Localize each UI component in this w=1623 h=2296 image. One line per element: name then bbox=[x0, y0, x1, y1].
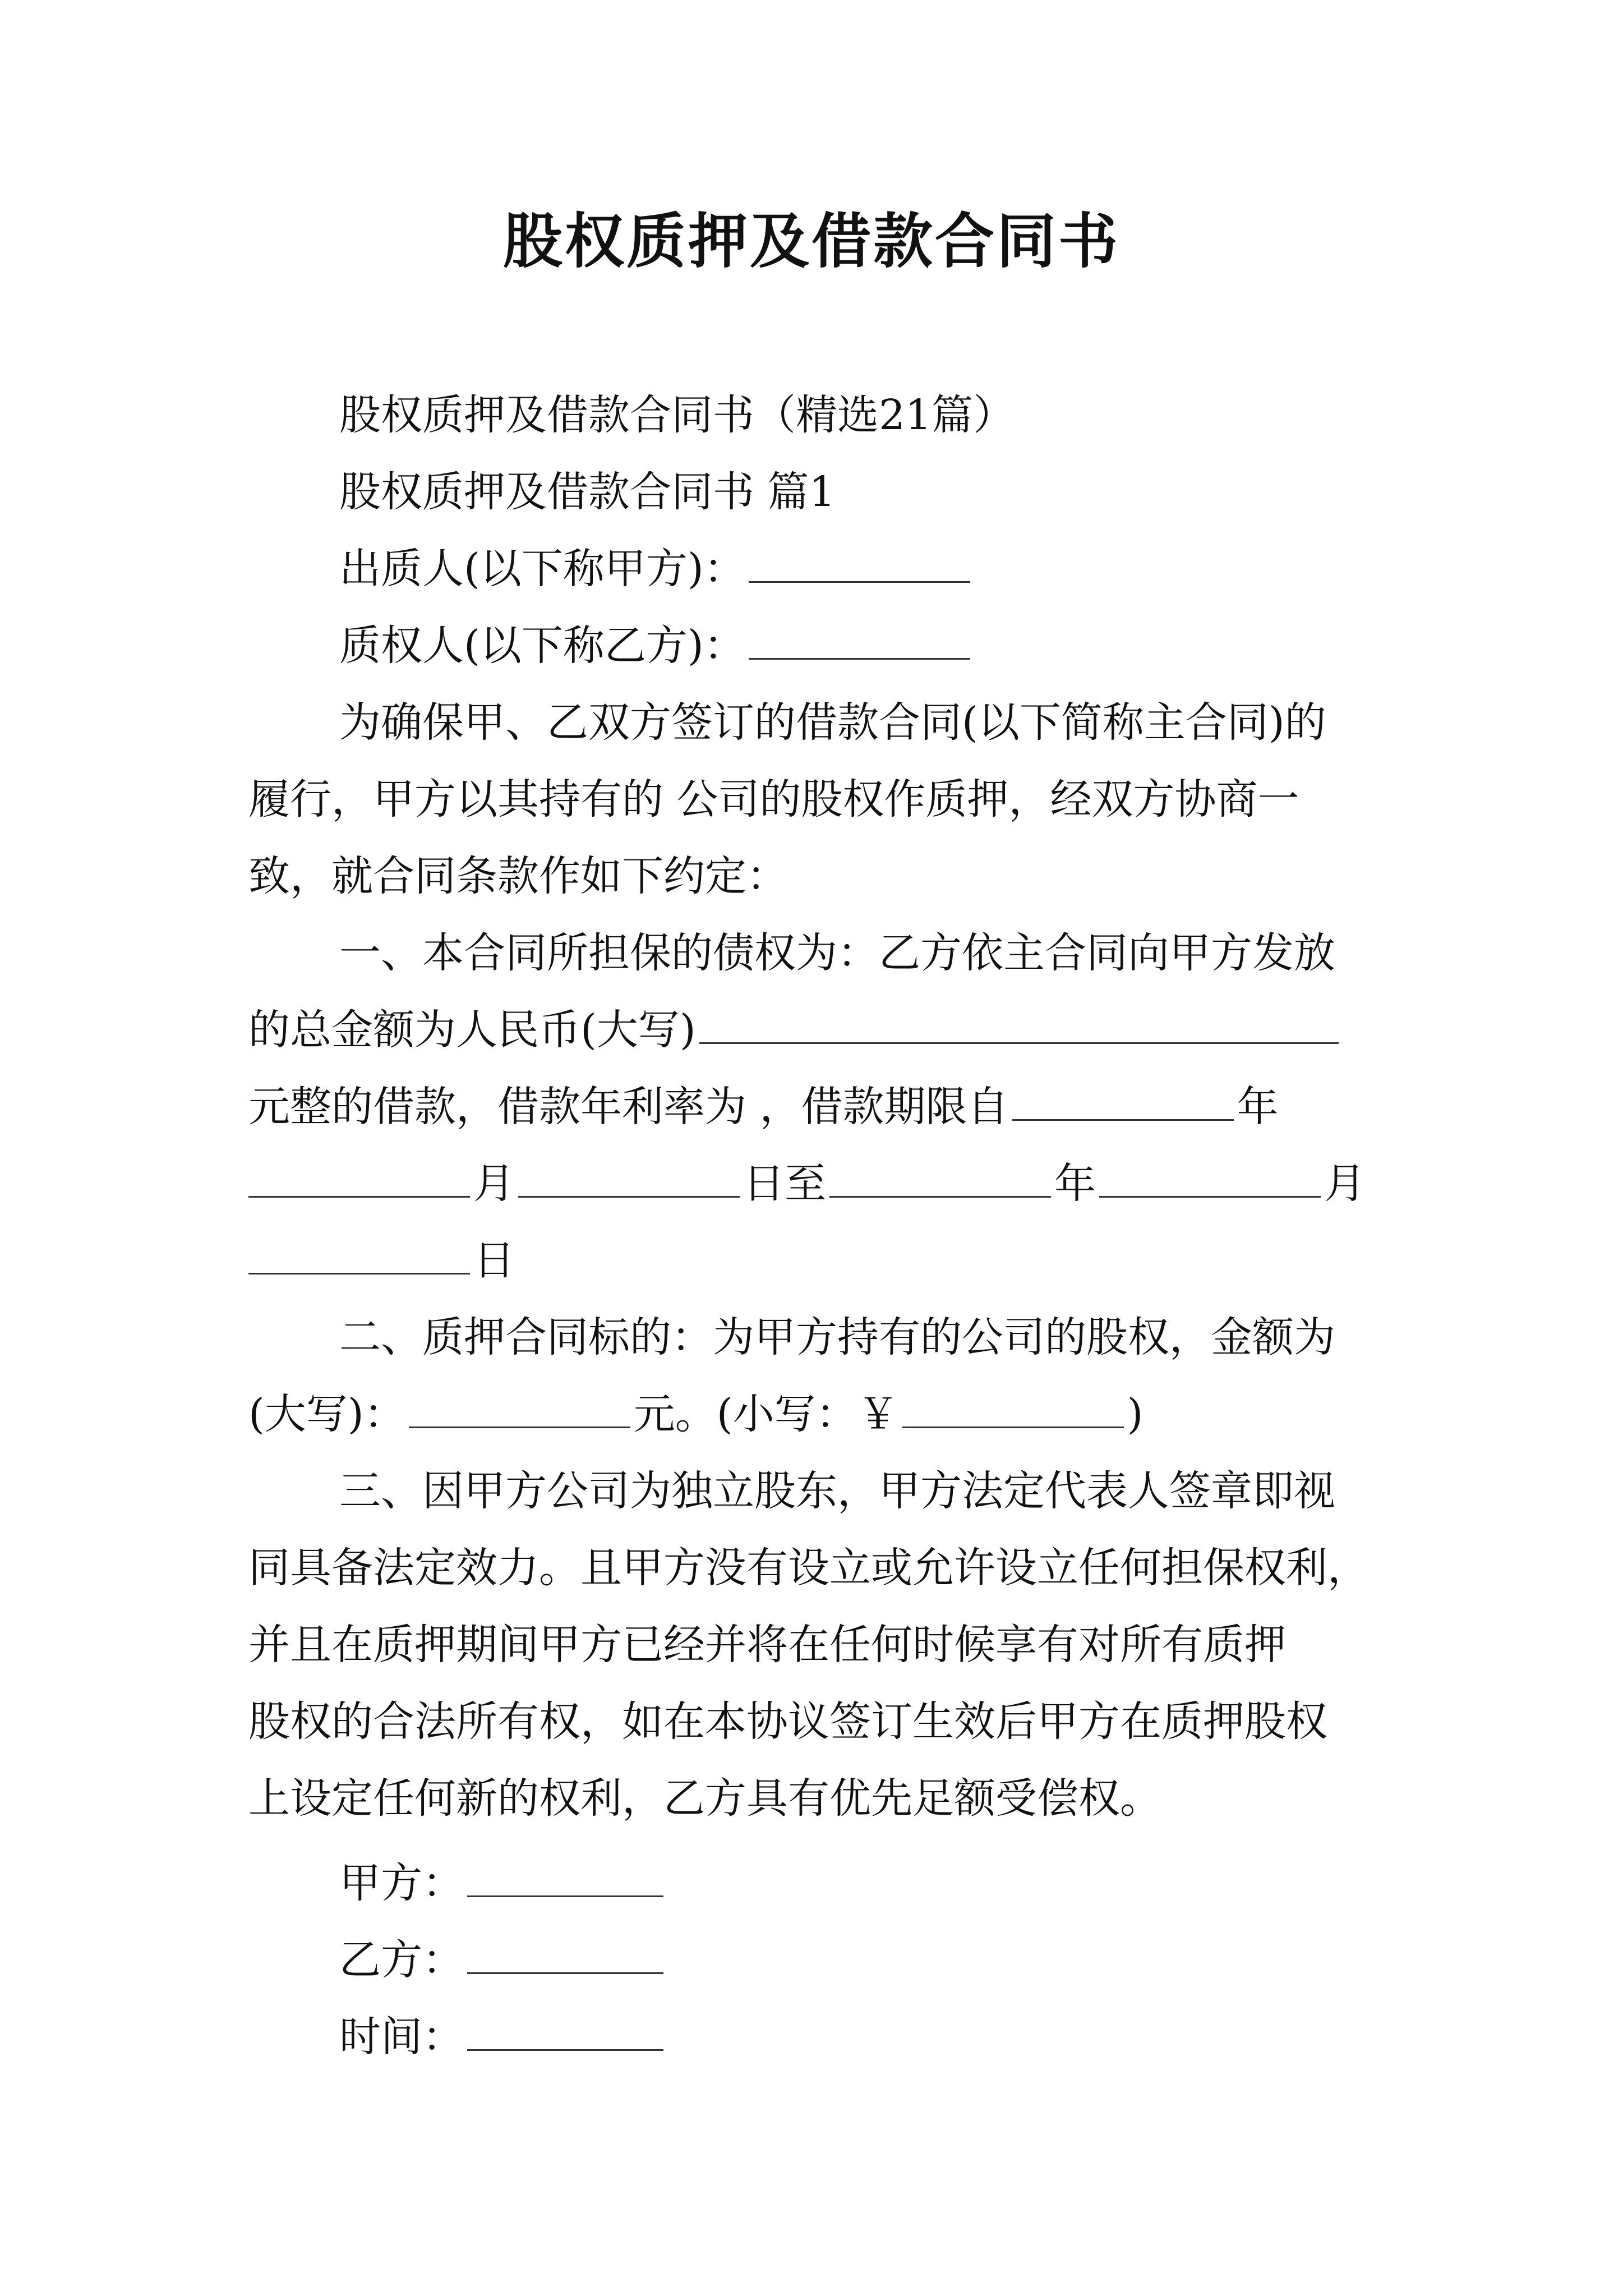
date-blank bbox=[467, 2010, 663, 2051]
clause3-line-4: 股权的合法所有权，如在本协议签订生效后甲方在质押股权 bbox=[248, 1697, 1327, 1746]
pledge-amount-capital-blank bbox=[409, 1387, 630, 1428]
day-to-label: 日至 bbox=[743, 1159, 826, 1208]
clause2-small-label: 元。(小写：￥ bbox=[633, 1390, 899, 1438]
end-month-blank bbox=[1099, 1157, 1321, 1198]
intro-line-3: 致，就合同条款作如下约定： bbox=[248, 852, 788, 900]
clause1-line-5 bbox=[248, 1221, 515, 1300]
party-b-signature bbox=[339, 1921, 667, 1999]
clause1-line-2 bbox=[248, 991, 1342, 1069]
intro-line-2: 履行，甲方以其持有的 公司的股权作质押，经双方协商一 bbox=[248, 775, 1299, 823]
party-a-signature bbox=[339, 1844, 667, 1922]
pledgee-blank bbox=[749, 619, 970, 660]
clause3-line-2: 同具备法定效力。且甲方没有设立或允许设立任何担保权利， bbox=[248, 1544, 1369, 1592]
clause1-line-4 bbox=[248, 1144, 1366, 1223]
start-month-blank bbox=[248, 1157, 470, 1198]
clause1-line-1: 一、本合同所担保的债权为：乙方依主合同向甲方发放 bbox=[339, 929, 1335, 977]
clause2-line-2 bbox=[248, 1375, 1144, 1453]
pledgee-line bbox=[339, 606, 974, 685]
clause1-amount-label: 的总金额为人民币(大写) bbox=[248, 1006, 696, 1054]
pledgee-label: 质权人(以下称乙方)： bbox=[339, 622, 745, 670]
clause3-line-5: 上设定任何新的权利，乙方具有优先足额受偿权。 bbox=[248, 1774, 1161, 1823]
end-year-label: 年 bbox=[1054, 1159, 1096, 1208]
intro-line-1: 为确保甲、乙双方签订的借款合同(以下简称主合同)的 bbox=[339, 698, 1326, 747]
pledge-amount-small-blank bbox=[902, 1387, 1124, 1428]
pledgor-label: 出质人(以下称甲方)： bbox=[339, 545, 745, 593]
party-b-label: 乙方： bbox=[339, 1936, 464, 1984]
date-label: 时间： bbox=[339, 2013, 464, 2061]
pledgor-line bbox=[339, 530, 974, 608]
clause3-line-1: 三、因甲方公司为独立股东，甲方法定代表人签章即视 bbox=[339, 1467, 1335, 1515]
party-a-blank bbox=[467, 1856, 663, 1897]
clause1-line-3 bbox=[248, 1068, 1279, 1146]
end-year-blank bbox=[829, 1157, 1051, 1198]
clause1-loan-text: 元整的借款，借款年利率为 ，借款期限自 bbox=[248, 1083, 1009, 1131]
clause2-capital-label: (大写)： bbox=[248, 1390, 405, 1438]
end-month-label: 月 bbox=[1324, 1159, 1366, 1208]
document-subtitle: 股权质押及借款合同书（精选21篇） bbox=[339, 391, 1015, 439]
pledgor-blank bbox=[749, 542, 970, 583]
start-day-blank bbox=[518, 1157, 740, 1198]
amount-blank bbox=[699, 1003, 1339, 1044]
party-a-label: 甲方： bbox=[339, 1859, 464, 1907]
end-day-blank bbox=[248, 1234, 470, 1274]
date-signature bbox=[339, 1998, 667, 2076]
year-label: 年 bbox=[1237, 1083, 1279, 1131]
month-label: 月 bbox=[473, 1159, 515, 1208]
end-day-label: 日 bbox=[473, 1236, 515, 1285]
document-title: 股权质押及借款合同书 bbox=[503, 206, 1120, 276]
clause2-line-1: 二、质押合同标的：为甲方持有的公司的股权，金额为 bbox=[339, 1313, 1335, 1361]
clause3-line-3: 并且在质押期间甲方已经并将在任何时候享有对所有质押 bbox=[248, 1621, 1286, 1669]
section-heading: 股权质押及借款合同书 篇1 bbox=[339, 468, 836, 516]
clause2-close-paren: ) bbox=[1127, 1390, 1144, 1438]
start-year-blank bbox=[1012, 1080, 1234, 1121]
party-b-blank bbox=[467, 1933, 663, 1974]
